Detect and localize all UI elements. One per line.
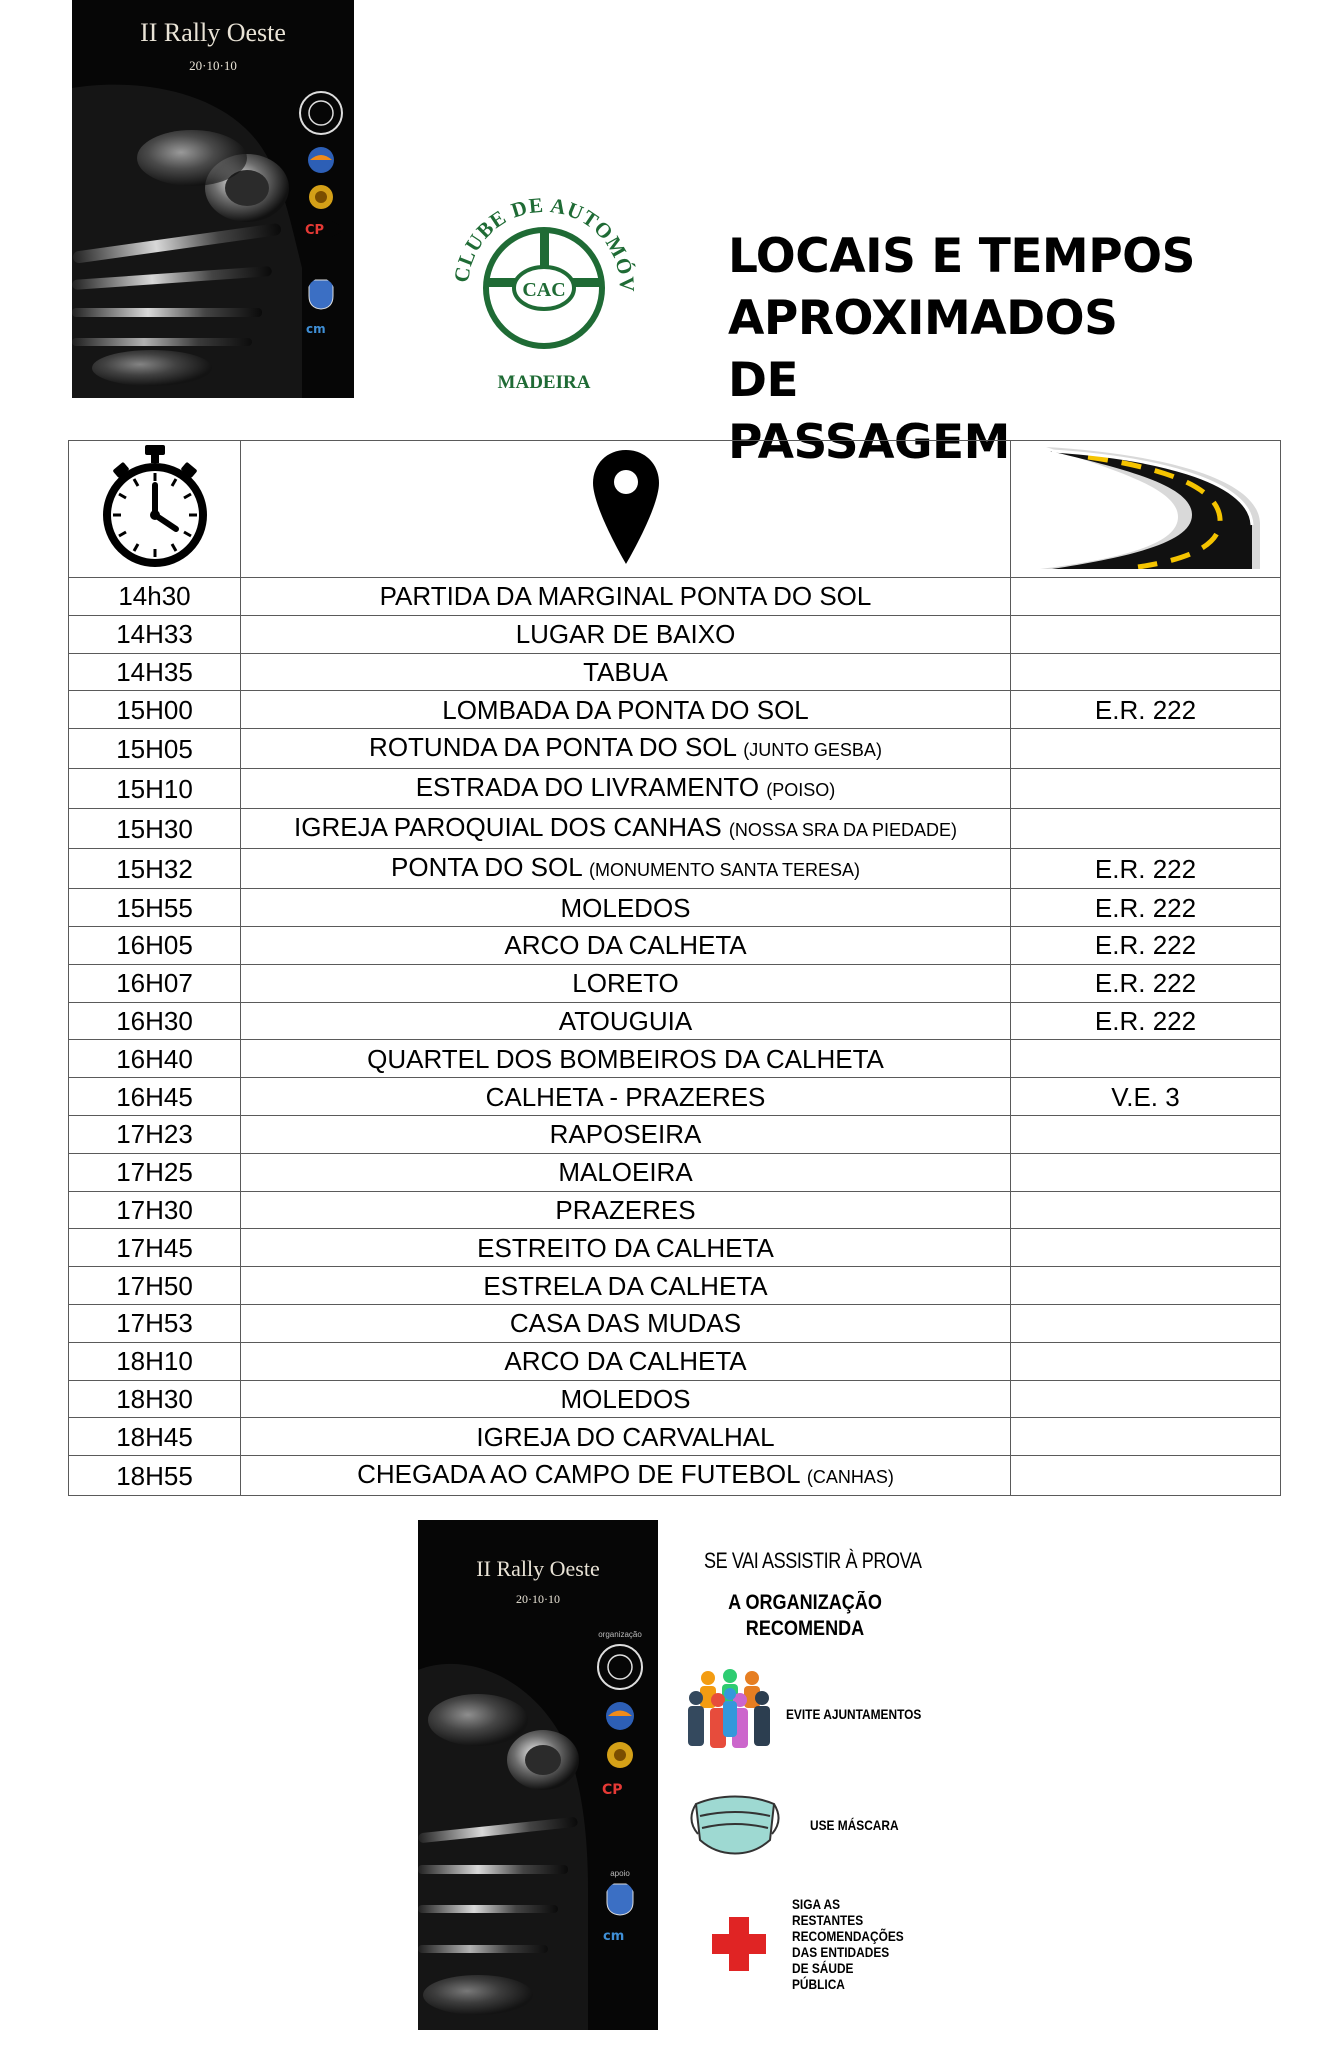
place-cell — [241, 1040, 1011, 1078]
rec-item-mask — [690, 1790, 914, 1860]
place-cell — [241, 1002, 1011, 1040]
time-column-header — [69, 441, 241, 578]
place-name: PARTIDA DA MARGINAL PONTA DO SOL — [379, 581, 872, 612]
rec-label-health: SIGA AS RESTANTES RECOMENDAÇÕES DAS ENTIDADES DE SÁUDE PÚBLICA — [792, 1896, 904, 1992]
place-name: MOLEDOS — [560, 892, 691, 923]
place-name: TABUA — [583, 656, 668, 687]
road-cell — [1011, 1342, 1281, 1380]
table-row — [69, 1380, 1281, 1418]
place-name: ATOUGUIA — [558, 1005, 693, 1036]
road-cell — [1011, 769, 1281, 809]
crowd-icon — [686, 1668, 778, 1760]
road-cell — [1011, 1304, 1281, 1342]
rec-label-mask: USE MÁSCARA — [810, 1817, 899, 1833]
coat-of-arms-icon — [307, 278, 335, 310]
place-cell — [241, 729, 1011, 769]
time-cell: 15H32 — [69, 849, 241, 889]
title-line-2: APROXIMADOS DE — [728, 291, 1118, 408]
place-cell — [241, 578, 1011, 616]
place-name: ARCO DA CALHETA — [504, 1346, 747, 1377]
table-row — [69, 691, 1281, 729]
place-name: CALHETA - PRAZERES — [485, 1081, 766, 1112]
place-name: MALOEIRA — [558, 1157, 693, 1188]
place-name: RAPOSEIRA — [549, 1119, 702, 1150]
road-column-header — [1011, 441, 1281, 578]
place-note: (NOSSA SRA DA PIEDADE) — [728, 820, 957, 841]
fpak-badge-icon — [307, 146, 335, 174]
time-cell: 15H00 — [69, 691, 241, 729]
table-header-row — [69, 441, 1281, 578]
road-cell: E.R. 222 — [1011, 691, 1281, 729]
place-cell — [241, 653, 1011, 691]
time-cell: 16H07 — [69, 964, 241, 1002]
table-row — [69, 809, 1281, 849]
title-line-1: LOCAIS E TEMPOS — [728, 229, 1195, 284]
camara-badge-icon-bottom — [601, 1926, 639, 1944]
recommendations-heading: A ORGANIZAÇÃO RECOMENDA — [728, 1591, 882, 1640]
poster-organizer-label: organização — [598, 1630, 642, 1639]
place-cell — [241, 1115, 1011, 1153]
time-cell: 17H30 — [69, 1191, 241, 1229]
table-row — [69, 1229, 1281, 1267]
table-row — [69, 1078, 1281, 1116]
table-row — [69, 1002, 1281, 1040]
table-row — [69, 849, 1281, 889]
page-title — [728, 226, 1198, 474]
road-cell: E.R. 222 — [1011, 964, 1281, 1002]
rally-poster-bottom — [418, 1520, 658, 2030]
club-badge-icon-bottom — [596, 1643, 644, 1691]
club-region: MADEIRA — [497, 372, 591, 393]
place-name: ARCO DA CALHETA — [504, 930, 747, 961]
road-cell — [1011, 1040, 1281, 1078]
place-name: PRAZERES — [555, 1194, 696, 1225]
place-cell — [241, 691, 1011, 729]
place-cell — [241, 964, 1011, 1002]
rec-item-health — [708, 1896, 922, 1992]
face-mask-icon — [690, 1790, 780, 1860]
time-cell: 16H30 — [69, 1002, 241, 1040]
place-cell — [241, 615, 1011, 653]
time-cell: 17H53 — [69, 1304, 241, 1342]
place-cell — [241, 1304, 1011, 1342]
place-cell — [241, 1267, 1011, 1305]
road-icon — [1028, 445, 1264, 569]
poster-bottom-date: 20·10·10 — [516, 1592, 560, 1606]
place-cell — [241, 1078, 1011, 1116]
time-cell: 18H30 — [69, 1380, 241, 1418]
road-cell — [1011, 1153, 1281, 1191]
table-row — [69, 1267, 1281, 1305]
road-cell — [1011, 1267, 1281, 1305]
svg-text:CLUBE DE AUTOMÓVEIS CLÁSSICOS: CLUBE DE AUTOMÓV — [448, 192, 640, 294]
location-column-header — [241, 441, 1011, 578]
rec-item-crowds — [686, 1668, 945, 1760]
place-name: PONTA DO SOL — [391, 852, 582, 883]
road-cell — [1011, 809, 1281, 849]
table-row — [69, 889, 1281, 927]
table-row — [69, 1304, 1281, 1342]
place-name: ROTUNDA DA PONTA DO SOL — [369, 732, 737, 763]
place-note: (POISO) — [766, 780, 836, 801]
road-cell — [1011, 615, 1281, 653]
place-name: CHEGADA AO CAMPO DE FUTEBOL — [357, 1459, 800, 1490]
time-cell: 17H25 — [69, 1153, 241, 1191]
club-badge-icon — [298, 90, 344, 136]
road-cell — [1011, 1418, 1281, 1456]
municipal-badge-icon-bottom — [606, 1741, 634, 1769]
rec-label-crowds: EVITE AJUNTAMENTOS — [786, 1706, 922, 1722]
municipal-badge-icon — [308, 184, 334, 210]
time-cell: 15H55 — [69, 889, 241, 927]
road-cell — [1011, 1229, 1281, 1267]
place-cell — [241, 1229, 1011, 1267]
time-cell: 14H35 — [69, 653, 241, 691]
place-name: LOMBADA DA PONTA DO SOL — [442, 694, 809, 725]
table-row — [69, 1115, 1281, 1153]
svg-text:cm: cm — [603, 1929, 625, 1944]
place-name: IGREJA DO CARVALHAL — [476, 1421, 775, 1452]
road-cell: E.R. 222 — [1011, 1002, 1281, 1040]
sponsor-badge-icon — [301, 220, 341, 238]
place-note: (JUNTO GESBA) — [743, 740, 882, 761]
place-cell — [241, 1342, 1011, 1380]
time-cell: 17H23 — [69, 1115, 241, 1153]
svg-text:cm: cm — [306, 322, 326, 336]
poster-date: 20·10·10 — [189, 58, 237, 73]
table-row — [69, 729, 1281, 769]
recommendations-intro: SE VAI ASSISTIR À PROVA — [704, 1548, 922, 1573]
svg-text:CP: CP — [602, 1782, 623, 1798]
club-monogram: CAC — [522, 279, 566, 301]
time-cell: 18H10 — [69, 1342, 241, 1380]
table-row — [69, 1342, 1281, 1380]
time-cell: 16H45 — [69, 1078, 241, 1116]
stopwatch-icon — [100, 443, 210, 571]
svg-text:CP: CP — [305, 223, 325, 238]
coat-of-arms-icon-bottom — [605, 1882, 635, 1916]
road-cell: E.R. 222 — [1011, 849, 1281, 889]
table-row — [69, 769, 1281, 809]
rally-poster-top — [72, 0, 354, 398]
time-cell: 14H33 — [69, 615, 241, 653]
time-cell: 18H55 — [69, 1456, 241, 1496]
poster-bottom-title: II Rally Oeste — [476, 1556, 600, 1581]
place-name: MOLEDOS — [560, 1383, 691, 1414]
place-cell — [241, 849, 1011, 889]
table-row — [69, 926, 1281, 964]
table-row — [69, 578, 1281, 616]
table-row — [69, 615, 1281, 653]
red-cross-icon — [708, 1913, 770, 1975]
place-cell — [241, 1153, 1011, 1191]
table-row — [69, 1191, 1281, 1229]
time-cell: 17H50 — [69, 1267, 241, 1305]
road-cell — [1011, 1191, 1281, 1229]
poster-title: II Rally Oeste — [140, 18, 286, 47]
sponsor-badge-icon-bottom — [598, 1779, 642, 1799]
road-cell — [1011, 729, 1281, 769]
time-cell: 15H30 — [69, 809, 241, 849]
fpak-badge-icon-bottom — [605, 1701, 635, 1731]
time-cell: 18H45 — [69, 1418, 241, 1456]
place-cell — [241, 1191, 1011, 1229]
place-name: ESTRELA DA CALHETA — [483, 1270, 768, 1301]
place-cell — [241, 926, 1011, 964]
table-row — [69, 964, 1281, 1002]
poster-support-label: apoio — [610, 1869, 630, 1878]
road-cell — [1011, 1456, 1281, 1496]
club-logo — [438, 180, 650, 400]
place-cell — [241, 889, 1011, 927]
road-cell: E.R. 222 — [1011, 889, 1281, 927]
place-name: ESTREITO DA CALHETA — [477, 1232, 774, 1263]
table-row — [69, 1153, 1281, 1191]
schedule-table — [68, 440, 1281, 1496]
title-line-3: PASSAGEM — [728, 415, 1010, 470]
table-row — [69, 1456, 1281, 1496]
table-row — [69, 1418, 1281, 1456]
place-cell — [241, 809, 1011, 849]
place-name: LUGAR DE BAIXO — [515, 619, 736, 650]
road-cell — [1011, 1380, 1281, 1418]
road-cell: V.E. 3 — [1011, 1078, 1281, 1116]
time-cell: 17H45 — [69, 1229, 241, 1267]
time-cell: 16H05 — [69, 926, 241, 964]
place-cell — [241, 1418, 1011, 1456]
place-name: CASA DAS MUDAS — [509, 1308, 742, 1339]
time-cell: 16H40 — [69, 1040, 241, 1078]
road-cell: E.R. 222 — [1011, 926, 1281, 964]
place-name: IGREJA PAROQUIAL DOS CANHAS — [294, 812, 722, 843]
table-row — [69, 1040, 1281, 1078]
location-pin-icon — [591, 448, 661, 566]
table-row — [69, 653, 1281, 691]
road-cell — [1011, 578, 1281, 616]
camara-badge-icon — [304, 320, 338, 336]
recommendations-panel — [690, 1548, 950, 1642]
time-cell: 15H05 — [69, 729, 241, 769]
time-cell: 14h30 — [69, 578, 241, 616]
place-name: QUARTEL DOS BOMBEIROS DA CALHETA — [367, 1043, 884, 1074]
place-name: LORETO — [572, 968, 679, 999]
place-name: ESTRADA DO LIVRAMENTO — [415, 772, 760, 803]
road-cell — [1011, 1115, 1281, 1153]
place-cell — [241, 1380, 1011, 1418]
place-cell — [241, 1456, 1011, 1496]
place-cell — [241, 769, 1011, 809]
place-note: (MONUMENTO SANTA TERESA) — [588, 860, 860, 881]
place-note: (CANHAS) — [806, 1467, 894, 1488]
road-cell — [1011, 653, 1281, 691]
time-cell: 15H10 — [69, 769, 241, 809]
